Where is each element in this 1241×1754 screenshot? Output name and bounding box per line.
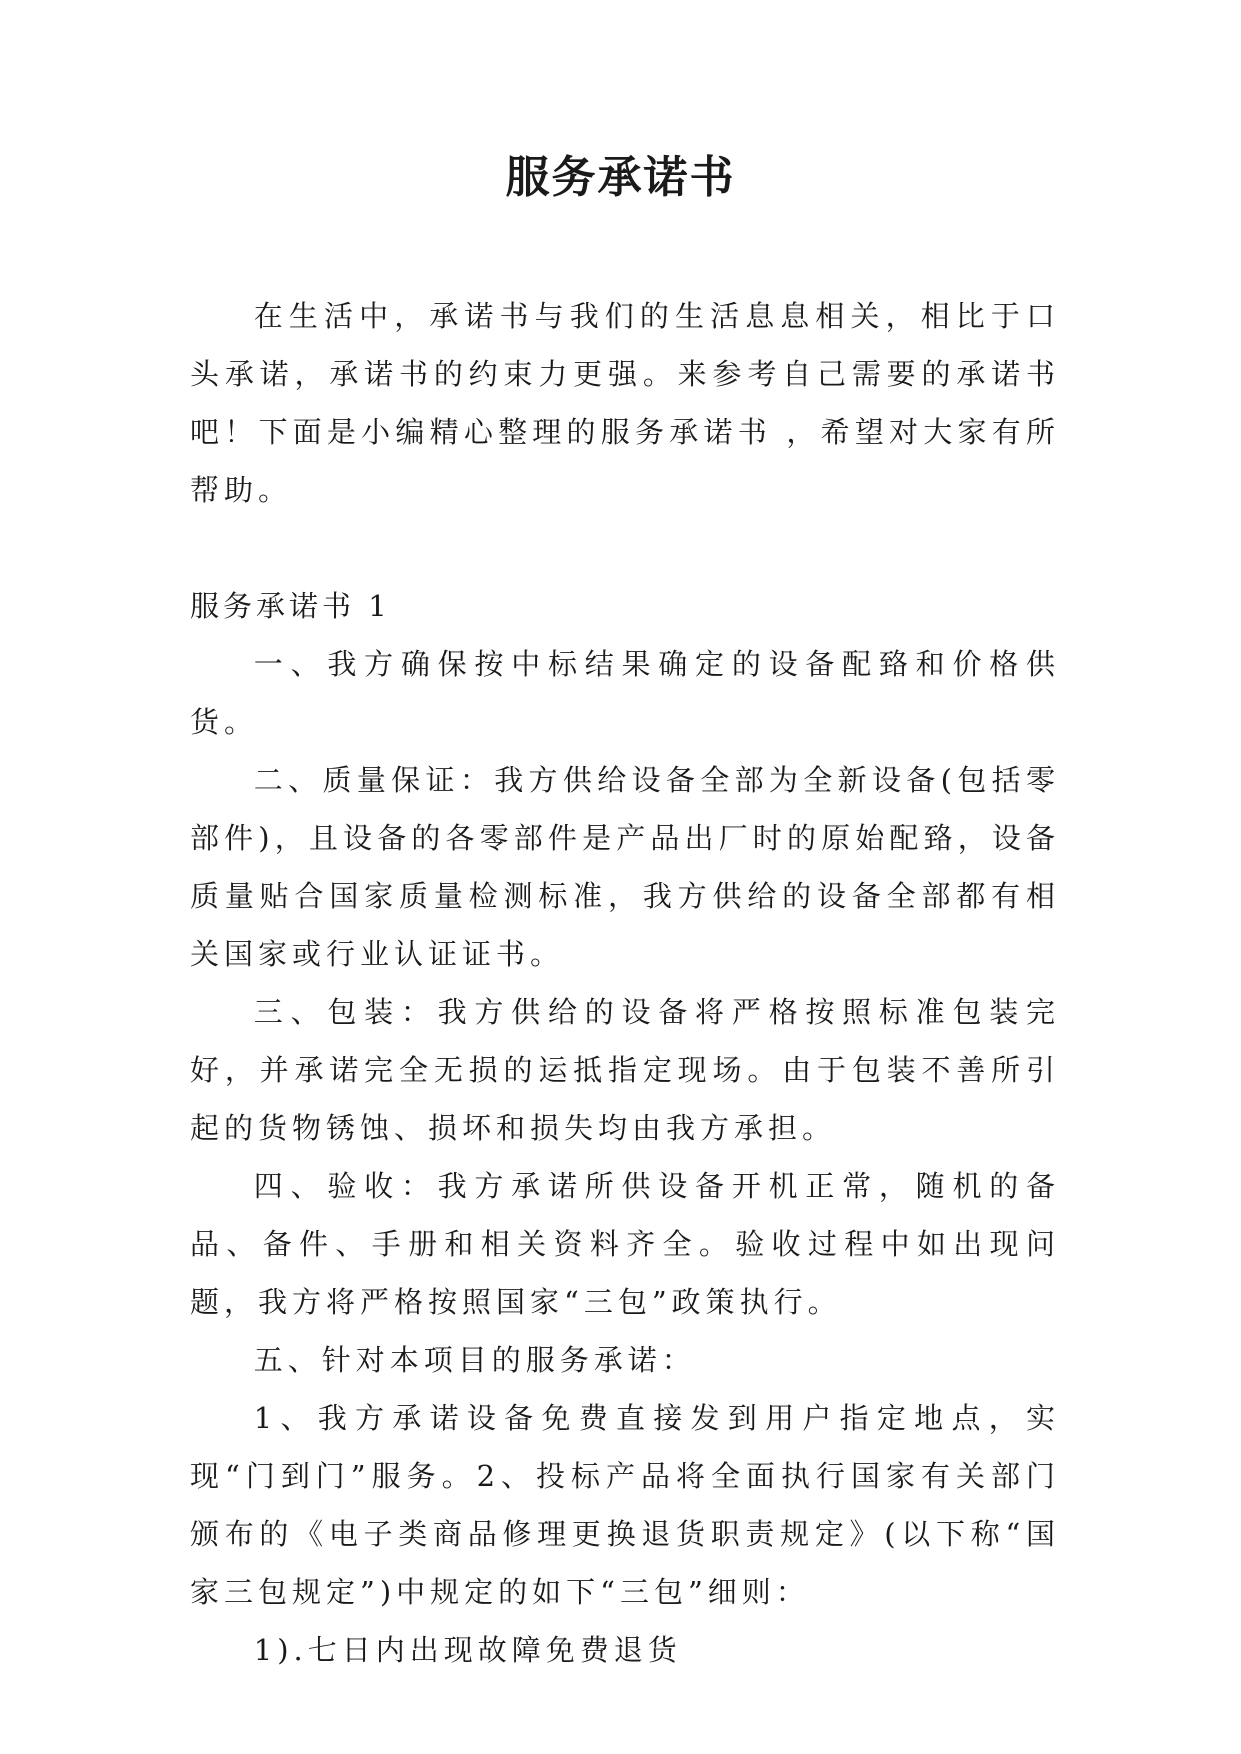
paragraph-5: 五、针对本项目的服务承诺： [253, 1343, 696, 1377]
paragraph-6: 1、我方承诺设备免费直接发到用户指定地点，实现“门到门”服务。2、投标产品将全面执行国家有关部门颁布的《电子类商品修理更换退货职责规定》(以下称“国家三包规定”)中规定的如下“三包”细则： [190, 1401, 1060, 1609]
document-title: 服务承诺书 [505, 152, 736, 203]
document-body [190, 287, 1060, 1679]
paragraph-1: 一、我方确保按中标结果确定的设备配臵和价格供货。 [190, 647, 1060, 739]
paragraph-3: 三、包装：我方供给的设备将严格按照标准包装完好，并承诺完全无损的运抵指定现场。由于包装不善所引起的货物锈蚀、损坏和损失均由我方承担。 [190, 995, 1060, 1145]
paragraph-7: 1).七日内出现故障免费退货 [253, 1633, 682, 1667]
paragraph-2: 二、质量保证：我方供给设备全部为全新设备(包括零部件)，且设备的各零部件是产品出厂时的原始配臵，设备质量贴合国家质量检测标准，我方供给的设备全部都有相关国家或行业认证证书。 [190, 763, 1060, 971]
intro-paragraph: 在生活中，承诺书与我们的生活息息相关，相比于口头承诺，承诺书的约束力更强。来参考自己需要的承诺书吧！下面是小编精心整理的服务承诺书 ，希望对大家有所帮助。 [190, 299, 1060, 507]
paragraph-4: 四、验收：我方承诺所供设备开机正常，随机的备品、备件、手册和相关资料齐全。验收过程中如出现问题，我方将严格按照国家“三包”政策执行。 [190, 1169, 1060, 1319]
section-heading: 服务承诺书 1 [190, 589, 391, 623]
